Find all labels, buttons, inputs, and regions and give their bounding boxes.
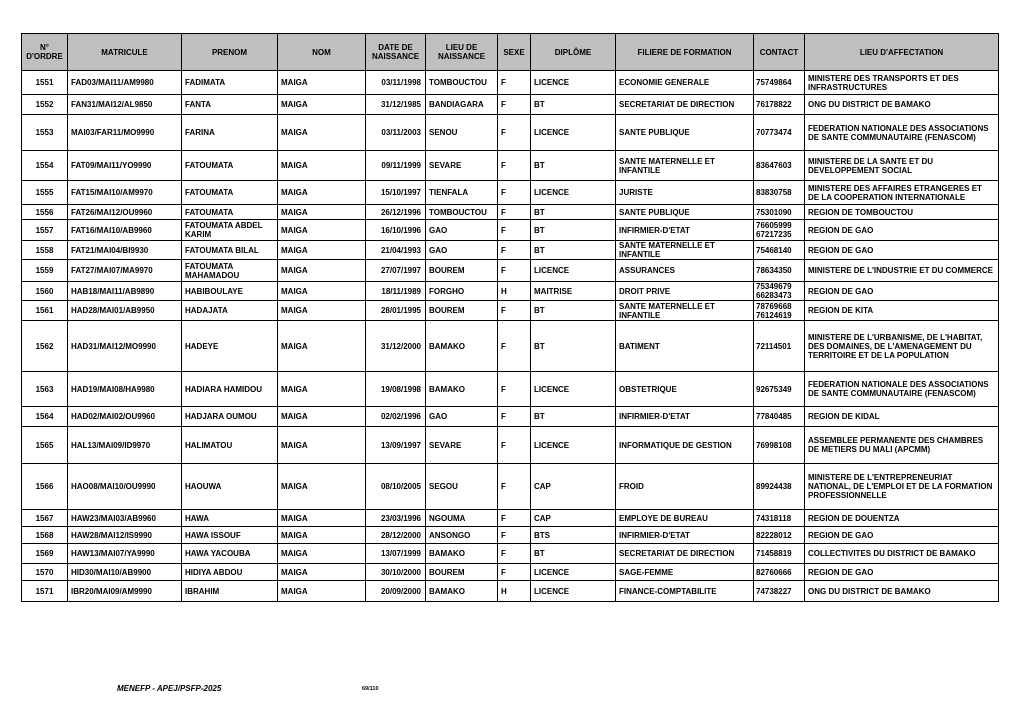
cell-affectation: ASSEMBLEE PERMANENTE DES CHAMBRES DE METIERS DU MALI (APCMM)	[805, 427, 999, 464]
cell-matricule: HAW23/MAI03/AB9960	[68, 510, 182, 527]
cell-matricule: FAT09/MAI11/YO9990	[68, 151, 182, 181]
cell-no: 1566	[22, 464, 68, 510]
cell-filiere: SANTE MATERNELLE ET INFANTILE	[616, 301, 754, 321]
cell-contact: 89924438	[754, 464, 805, 510]
cell-prenom: HAWA	[182, 510, 278, 527]
cell-no: 1552	[22, 95, 68, 115]
cell-filiere: SANTE PUBLIQUE	[616, 205, 754, 220]
cell-affectation: REGION DE TOMBOUCTOU	[805, 205, 999, 220]
cell-date: 31/12/2000	[366, 321, 426, 372]
cell-nom: MAIGA	[278, 564, 366, 581]
data-table	[21, 33, 999, 602]
cell-matricule: HAO08/MAI10/OU9990	[68, 464, 182, 510]
cell-contact: 71458819	[754, 544, 805, 564]
cell-contact: 74318118	[754, 510, 805, 527]
cell-lieu: FORGHO	[426, 282, 498, 301]
cell-contact: 76605999 67217235	[754, 220, 805, 241]
cell-lieu: BAMAKO	[426, 321, 498, 372]
cell-contact: 70773474	[754, 115, 805, 151]
cell-date: 08/10/2005	[366, 464, 426, 510]
table-row	[22, 260, 999, 282]
cell-nom: MAIGA	[278, 544, 366, 564]
cell-filiere: SECRETARIAT DE DIRECTION	[616, 544, 754, 564]
cell-no: 1553	[22, 115, 68, 151]
cell-diplome: LICENCE	[531, 260, 616, 282]
cell-matricule: HAD31/MAI12/MO9990	[68, 321, 182, 372]
cell-filiere: SANTE MATERNELLE ET INFANTILE	[616, 241, 754, 260]
cell-date: 19/08/1998	[366, 372, 426, 407]
cell-diplome: LICENCE	[531, 181, 616, 205]
cell-diplome: LICENCE	[531, 71, 616, 95]
cell-no: 1567	[22, 510, 68, 527]
cell-date: 09/11/1999	[366, 151, 426, 181]
table-row	[22, 95, 999, 115]
cell-prenom: HAWA ISSOUF	[182, 527, 278, 544]
cell-filiere: BATIMENT	[616, 321, 754, 372]
cell-filiere: JURISTE	[616, 181, 754, 205]
cell-prenom: HADAJATA	[182, 301, 278, 321]
cell-diplome: CAP	[531, 464, 616, 510]
cell-prenom: FATOUMATA	[182, 151, 278, 181]
cell-matricule: HAD28/MAI01/AB9950	[68, 301, 182, 321]
cell-date: 21/04/1993	[366, 241, 426, 260]
cell-sexe: F	[498, 564, 531, 581]
table-row	[22, 282, 999, 301]
cell-contact: 74738227	[754, 581, 805, 602]
cell-filiere: FINANCE-COMPTABILITE	[616, 581, 754, 602]
table-row	[22, 564, 999, 581]
table-row	[22, 372, 999, 407]
cell-nom: MAIGA	[278, 427, 366, 464]
cell-filiere: INFIRMIER-D'ETAT	[616, 527, 754, 544]
cell-no: 1564	[22, 407, 68, 427]
cell-no: 1570	[22, 564, 68, 581]
cell-no: 1562	[22, 321, 68, 372]
cell-filiere: DROIT PRIVE	[616, 282, 754, 301]
cell-contact: 76998108	[754, 427, 805, 464]
cell-matricule: HAD02/MAI02/OU9960	[68, 407, 182, 427]
cell-matricule: HID30/MAI10/AB9900	[68, 564, 182, 581]
cell-contact: 82228012	[754, 527, 805, 544]
cell-filiere: INFIRMIER-D'ETAT	[616, 407, 754, 427]
cell-no: 1559	[22, 260, 68, 282]
cell-sexe: H	[498, 581, 531, 602]
cell-diplome: BT	[531, 205, 616, 220]
cell-sexe: F	[498, 527, 531, 544]
cell-nom: MAIGA	[278, 205, 366, 220]
cell-sexe: H	[498, 282, 531, 301]
header-row	[22, 34, 999, 71]
cell-date: 13/09/1997	[366, 427, 426, 464]
cell-nom: MAIGA	[278, 241, 366, 260]
table-row	[22, 544, 999, 564]
cell-prenom: FATOUMATA ABDEL KARIM	[182, 220, 278, 241]
cell-filiere: OBSTETRIQUE	[616, 372, 754, 407]
cell-diplome: BT	[531, 241, 616, 260]
cell-matricule: FAT26/MAI12/OU9960	[68, 205, 182, 220]
cell-sexe: F	[498, 181, 531, 205]
col-header-sexe: SEXE	[498, 34, 531, 71]
cell-prenom: HAOUWA	[182, 464, 278, 510]
cell-diplome: BT	[531, 544, 616, 564]
table-row	[22, 464, 999, 510]
cell-filiere: SANTE MATERNELLE ET INFANTILE	[616, 151, 754, 181]
cell-sexe: F	[498, 220, 531, 241]
table-row	[22, 151, 999, 181]
cell-diplome: BT	[531, 220, 616, 241]
cell-prenom: FATOUMATA	[182, 205, 278, 220]
cell-sexe: F	[498, 71, 531, 95]
cell-filiere: EMPLOYE DE BUREAU	[616, 510, 754, 527]
cell-no: 1565	[22, 427, 68, 464]
cell-lieu: BAMAKO	[426, 544, 498, 564]
cell-nom: MAIGA	[278, 282, 366, 301]
cell-date: 31/12/1985	[366, 95, 426, 115]
cell-sexe: F	[498, 321, 531, 372]
footer-reference: MENEFP - APEJ/PSFP-2025	[117, 684, 222, 693]
table-row	[22, 321, 999, 372]
cell-lieu: BOUREM	[426, 564, 498, 581]
table-row	[22, 527, 999, 544]
cell-affectation: ONG DU DISTRICT DE BAMAKO	[805, 581, 999, 602]
cell-affectation: REGION DE GAO	[805, 282, 999, 301]
cell-filiere: FROID	[616, 464, 754, 510]
cell-matricule: IBR20/MAI09/AM9990	[68, 581, 182, 602]
cell-no: 1571	[22, 581, 68, 602]
cell-matricule: HAW28/MAI12/IS9990	[68, 527, 182, 544]
cell-no: 1555	[22, 181, 68, 205]
col-header-affectation: LIEU D'AFFECTATION	[805, 34, 999, 71]
cell-date: 02/02/1996	[366, 407, 426, 427]
cell-contact: 72114501	[754, 321, 805, 372]
cell-nom: MAIGA	[278, 464, 366, 510]
cell-no: 1560	[22, 282, 68, 301]
cell-nom: MAIGA	[278, 181, 366, 205]
col-header-contact: CONTACT	[754, 34, 805, 71]
cell-affectation: MINISTERE DE L'URBANISME, DE L'HABITAT, DES DOMAINES, DE L'AMENAGEMENT DU TERRITOIRE ET DE LA POPULATION	[805, 321, 999, 372]
cell-nom: MAIGA	[278, 95, 366, 115]
cell-diplome: BT	[531, 321, 616, 372]
cell-nom: MAIGA	[278, 407, 366, 427]
cell-date: 30/10/2000	[366, 564, 426, 581]
cell-affectation: REGION DE GAO	[805, 527, 999, 544]
table-row	[22, 205, 999, 220]
cell-contact: 83830758	[754, 181, 805, 205]
cell-no: 1569	[22, 544, 68, 564]
cell-filiere: SECRETARIAT DE DIRECTION	[616, 95, 754, 115]
cell-affectation: REGION DE GAO	[805, 241, 999, 260]
cell-matricule: FAT21/MAI04/BI9930	[68, 241, 182, 260]
table-row	[22, 407, 999, 427]
cell-lieu: BAMAKO	[426, 372, 498, 407]
cell-prenom: HAWA YACOUBA	[182, 544, 278, 564]
cell-lieu: BAMAKO	[426, 581, 498, 602]
cell-date: 13/07/1999	[366, 544, 426, 564]
cell-matricule: FAT27/MAI07/MA9970	[68, 260, 182, 282]
cell-affectation: FEDERATION NATIONALE DES ASSOCIATIONS DE SANTE COMMUNAUTAIRE (FENASCOM)	[805, 372, 999, 407]
cell-date: 23/03/1996	[366, 510, 426, 527]
cell-filiere: SANTE PUBLIQUE	[616, 115, 754, 151]
cell-nom: MAIGA	[278, 220, 366, 241]
cell-matricule: FAT15/MAI10/AM9970	[68, 181, 182, 205]
cell-lieu: SEVARE	[426, 427, 498, 464]
cell-contact: 75349679 66283473	[754, 282, 805, 301]
cell-filiere: ASSURANCES	[616, 260, 754, 282]
cell-affectation: MINISTERE DES TRANSPORTS ET DES INFRASTRUCTURES	[805, 71, 999, 95]
cell-sexe: F	[498, 510, 531, 527]
cell-matricule: HAB18/MAI11/AB9890	[68, 282, 182, 301]
cell-contact: 75749864	[754, 71, 805, 95]
cell-nom: MAIGA	[278, 321, 366, 372]
table-row	[22, 301, 999, 321]
cell-date: 26/12/1996	[366, 205, 426, 220]
cell-no: 1558	[22, 241, 68, 260]
col-header-prenom: PRENOM	[182, 34, 278, 71]
cell-nom: MAIGA	[278, 527, 366, 544]
cell-prenom: FARINA	[182, 115, 278, 151]
cell-sexe: F	[498, 427, 531, 464]
cell-lieu: GAO	[426, 407, 498, 427]
cell-contact: 76178822	[754, 95, 805, 115]
cell-contact: 77840485	[754, 407, 805, 427]
cell-date: 28/01/1995	[366, 301, 426, 321]
cell-prenom: FADIMATA	[182, 71, 278, 95]
cell-prenom: HALIMATOU	[182, 427, 278, 464]
cell-no: 1568	[22, 527, 68, 544]
cell-no: 1554	[22, 151, 68, 181]
cell-lieu: BOUREM	[426, 301, 498, 321]
cell-diplome: BT	[531, 151, 616, 181]
cell-affectation: MINISTERE DE LA SANTE ET DU DEVELOPPEMENT SOCIAL	[805, 151, 999, 181]
cell-lieu: NGOUMA	[426, 510, 498, 527]
cell-lieu: BANDIAGARA	[426, 95, 498, 115]
col-header-diplome: DIPLÔME	[531, 34, 616, 71]
cell-affectation: MINISTERE DES AFFAIRES ETRANGERES ET DE LA COOPERATION INTERNATIONALE	[805, 181, 999, 205]
table-row	[22, 510, 999, 527]
cell-sexe: F	[498, 95, 531, 115]
cell-date: 28/12/2000	[366, 527, 426, 544]
cell-nom: MAIGA	[278, 510, 366, 527]
cell-date: 03/11/1998	[366, 71, 426, 95]
cell-diplome: BTS	[531, 527, 616, 544]
col-header-date: DATE DE NAISSANCE	[366, 34, 426, 71]
cell-contact: 78769668 76124619	[754, 301, 805, 321]
cell-matricule: MAI03/FAR11/MO9990	[68, 115, 182, 151]
cell-diplome: BT	[531, 407, 616, 427]
cell-prenom: FANTA	[182, 95, 278, 115]
cell-diplome: CAP	[531, 510, 616, 527]
cell-diplome: LICENCE	[531, 372, 616, 407]
cell-lieu: TIENFALA	[426, 181, 498, 205]
cell-date: 16/10/1996	[366, 220, 426, 241]
cell-prenom: FATOUMATA	[182, 181, 278, 205]
cell-prenom: HADEYE	[182, 321, 278, 372]
cell-affectation: ONG DU DISTRICT DE BAMAKO	[805, 95, 999, 115]
cell-contact: 78634350	[754, 260, 805, 282]
cell-no: 1556	[22, 205, 68, 220]
cell-lieu: BOUREM	[426, 260, 498, 282]
cell-diplome: BT	[531, 301, 616, 321]
cell-matricule: FAD03/MAI11/AM9980	[68, 71, 182, 95]
cell-filiere: ECONOMIE GENERALE	[616, 71, 754, 95]
cell-sexe: F	[498, 241, 531, 260]
cell-no: 1557	[22, 220, 68, 241]
cell-nom: MAIGA	[278, 301, 366, 321]
cell-sexe: F	[498, 260, 531, 282]
cell-prenom: FATOUMATA MAHAMADOU	[182, 260, 278, 282]
cell-sexe: F	[498, 301, 531, 321]
cell-prenom: HADJARA OUMOU	[182, 407, 278, 427]
table-row	[22, 115, 999, 151]
table-row	[22, 71, 999, 95]
cell-affectation: REGION DE KIDAL	[805, 407, 999, 427]
table-row	[22, 581, 999, 602]
cell-prenom: HADIARA HAMIDOU	[182, 372, 278, 407]
cell-affectation: MINISTERE DE L'ENTREPRENEURIAT NATIONAL, DE L'EMPLOI ET DE LA FORMATION PROFESSIONNELLE	[805, 464, 999, 510]
cell-date: 20/09/2000	[366, 581, 426, 602]
cell-affectation: REGION DE GAO	[805, 564, 999, 581]
cell-no: 1563	[22, 372, 68, 407]
col-header-filiere: FILIERE DE FORMATION	[616, 34, 754, 71]
cell-lieu: TOMBOUCTOU	[426, 71, 498, 95]
cell-nom: MAIGA	[278, 115, 366, 151]
cell-filiere: INFIRMIER-D'ETAT	[616, 220, 754, 241]
table-body	[22, 71, 999, 602]
cell-nom: MAIGA	[278, 71, 366, 95]
cell-affectation: REGION DE KITA	[805, 301, 999, 321]
cell-sexe: F	[498, 205, 531, 220]
table-row	[22, 220, 999, 241]
cell-lieu: SENOU	[426, 115, 498, 151]
cell-prenom: HABIBOULAYE	[182, 282, 278, 301]
cell-sexe: F	[498, 544, 531, 564]
cell-contact: 92675349	[754, 372, 805, 407]
cell-affectation: REGION DE GAO	[805, 220, 999, 241]
cell-contact: 82760666	[754, 564, 805, 581]
cell-filiere: SAGE-FEMME	[616, 564, 754, 581]
table-row	[22, 241, 999, 260]
cell-lieu: GAO	[426, 220, 498, 241]
cell-diplome: BT	[531, 95, 616, 115]
cell-affectation: FEDERATION NATIONALE DES ASSOCIATIONS DE SANTE COMMUNAUTAIRE (FENASCOM)	[805, 115, 999, 151]
cell-sexe: F	[498, 407, 531, 427]
col-header-lieu: LIEU DE NAISSANCE	[426, 34, 498, 71]
cell-prenom: IBRAHIM	[182, 581, 278, 602]
cell-date: 18/11/1989	[366, 282, 426, 301]
cell-contact: 83647603	[754, 151, 805, 181]
cell-sexe: F	[498, 464, 531, 510]
cell-affectation: REGION DE DOUENTZA	[805, 510, 999, 527]
col-header-nom: NOM	[278, 34, 366, 71]
col-header-matricule: MATRICULE	[68, 34, 182, 71]
cell-no: 1561	[22, 301, 68, 321]
cell-diplome: LICENCE	[531, 581, 616, 602]
cell-sexe: F	[498, 372, 531, 407]
cell-sexe: F	[498, 151, 531, 181]
cell-filiere: INFORMATIQUE DE GESTION	[616, 427, 754, 464]
cell-matricule: HAD19/MAI08/HA9980	[68, 372, 182, 407]
cell-matricule: FAN31/MAI12/AL9850	[68, 95, 182, 115]
cell-nom: MAIGA	[278, 581, 366, 602]
cell-nom: MAIGA	[278, 260, 366, 282]
cell-matricule: HAW13/MAI07/YA9990	[68, 544, 182, 564]
cell-matricule: FAT16/MAI10/AB9960	[68, 220, 182, 241]
cell-date: 15/10/1997	[366, 181, 426, 205]
cell-contact: 75301090	[754, 205, 805, 220]
cell-nom: MAIGA	[278, 151, 366, 181]
cell-matricule: HAL13/MAI09/ID9970	[68, 427, 182, 464]
cell-diplome: MAITRISE	[531, 282, 616, 301]
col-header-no: N° D'ORDRE	[22, 34, 68, 71]
cell-prenom: FATOUMATA BILAL	[182, 241, 278, 260]
cell-prenom: HIDIYA ABDOU	[182, 564, 278, 581]
cell-lieu: SEGOU	[426, 464, 498, 510]
cell-affectation: MINISTERE DE L'INDUSTRIE ET DU COMMERCE	[805, 260, 999, 282]
cell-nom: MAIGA	[278, 372, 366, 407]
cell-diplome: LICENCE	[531, 427, 616, 464]
cell-contact: 75468140	[754, 241, 805, 260]
cell-no: 1551	[22, 71, 68, 95]
cell-lieu: SEVARE	[426, 151, 498, 181]
page-number: 69/110	[362, 686, 379, 692]
cell-lieu: ANSONGO	[426, 527, 498, 544]
cell-sexe: F	[498, 115, 531, 151]
table-row	[22, 427, 999, 464]
cell-lieu: TOMBOUCTOU	[426, 205, 498, 220]
cell-diplome: LICENCE	[531, 115, 616, 151]
cell-date: 03/11/2003	[366, 115, 426, 151]
cell-lieu: GAO	[426, 241, 498, 260]
cell-diplome: LICENCE	[531, 564, 616, 581]
table-row	[22, 181, 999, 205]
cell-date: 27/07/1997	[366, 260, 426, 282]
cell-affectation: COLLECTIVITES DU DISTRICT DE BAMAKO	[805, 544, 999, 564]
